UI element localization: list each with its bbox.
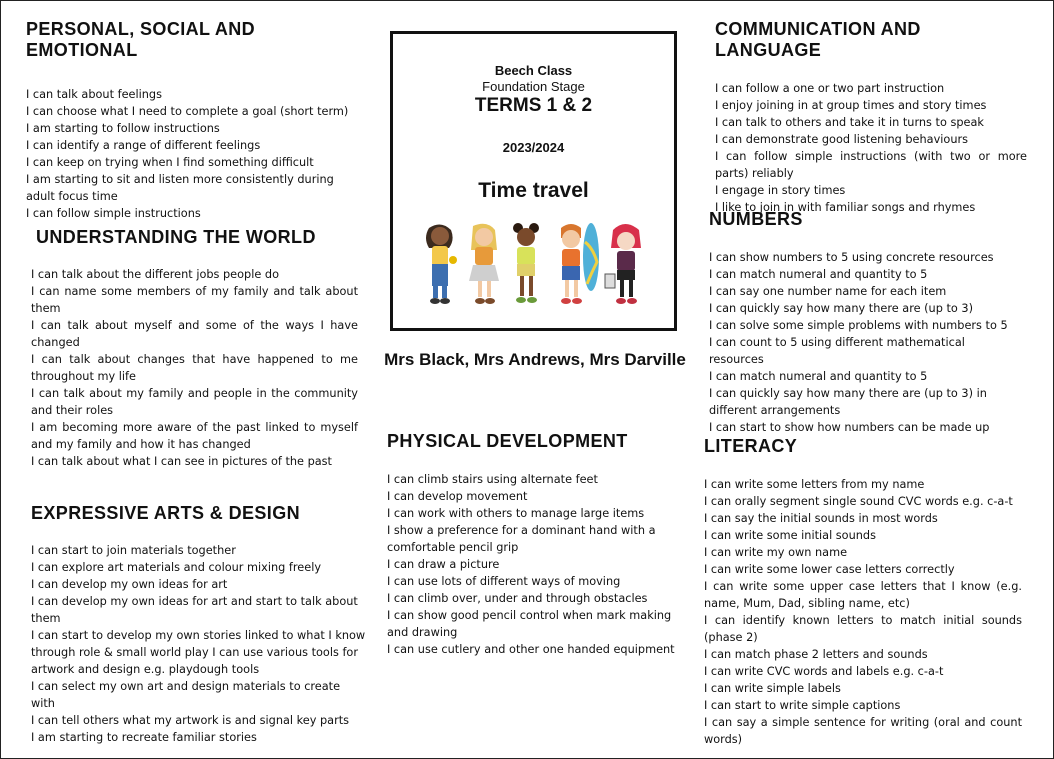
outcome-item: I can write simple labels [704, 682, 841, 695]
outcome-item: I can talk to others and take it in turns to speak [715, 116, 984, 129]
school-year: 2023/2024 [502, 140, 565, 155]
outcome-item: I can write some letters from my name [704, 478, 925, 491]
children-illustration [413, 222, 658, 307]
outcome-item: I can demonstrate good listening behaviours [715, 133, 969, 146]
topic-title: Time travel [478, 179, 589, 202]
outcome-item: I can write some lower case letters correctly [704, 563, 955, 576]
literacy-section [704, 436, 1022, 748]
outcome-item: I can identify known letters to match initial sounds (phase 2) [704, 614, 1022, 644]
outcome-item: I can develop movement [387, 490, 528, 503]
expressive-arts-design-section [31, 503, 367, 746]
outcome-item: I can name some members of my family and talk about them [31, 285, 358, 315]
personal-social-emotional-section [26, 19, 356, 222]
outcome-item: I can explore art materials and colour mixing freely [31, 561, 322, 574]
outcome-item: I can work with others to manage large items [387, 507, 645, 520]
child-figure [513, 223, 539, 303]
outcome-item: I can solve some simple problems with numbers to 5 [709, 319, 1008, 332]
outcome-item: I can quickly say how many there are (up to 3) in different arrangements [709, 387, 987, 417]
outcome-item: I can tell others what my artwork is and signal key parts [31, 714, 350, 727]
outcome-item: I can start to show how numbers can be made up [709, 421, 990, 434]
communication-language-section [715, 19, 1027, 216]
child-figure [605, 224, 641, 304]
section-heading: UNDERSTANDING THE WORLD [36, 227, 316, 247]
outcome-item: I can match phase 2 letters and sounds [704, 648, 928, 661]
outcome-list [709, 249, 1021, 436]
outcome-item: I can follow a one or two part instruction [715, 82, 945, 95]
understanding-the-world-section [31, 227, 358, 470]
outcome-item: I am starting to sit and listen more consistently during adult focus time [26, 173, 334, 203]
child-figure [426, 224, 457, 304]
section-heading: NUMBERS [709, 209, 803, 229]
outcome-item: I can match numeral and quantity to 5 [709, 370, 928, 383]
outcome-item: I can start to develop my own stories linked to what I know through role & small world play I can use various tools for artwork and design e.g. playdough tools [31, 629, 366, 676]
cover-box [390, 31, 677, 331]
outcome-item: I can start to write simple captions [704, 699, 901, 712]
outcome-list [704, 476, 1022, 748]
child-figure [561, 223, 599, 304]
outcome-item: I can say one number name for each item [709, 285, 947, 298]
outcome-item: I can quickly say how many there are (up to 3) [709, 302, 973, 315]
numbers-section [709, 209, 1021, 436]
outcome-list [387, 471, 687, 658]
outcome-item: I can write CVC words and labels e.g. c-a-t [704, 665, 944, 678]
outcome-item: I can write some upper case letters that I know (e.g. name, Mum, Dad, sibling name, etc) [704, 580, 1022, 610]
section-heading: PERSONAL, SOCIAL AND EMOTIONAL [26, 19, 256, 60]
outcome-item: I can use lots of different ways of moving [387, 575, 621, 588]
outcome-item: I can say the initial sounds in most words [704, 512, 938, 525]
outcome-item: I can climb stairs using alternate feet [387, 473, 598, 486]
outcome-item: I can develop my own ideas for art [31, 578, 228, 591]
outcome-item: I can write my own name [704, 546, 848, 559]
physical-development-section [387, 431, 687, 658]
outcome-item: I am becoming more aware of the past linked to myself and my family and how it has changed [31, 421, 358, 451]
section-heading: EXPRESSIVE ARTS & DESIGN [31, 503, 300, 523]
outcome-item: I can select my own art and design materials to create with [31, 680, 341, 710]
outcome-item: I can climb over, under and through obstacles [387, 592, 648, 605]
terms-title: TERMS 1 & 2 [474, 95, 593, 116]
outcome-item: I can talk about changes that have happened to me throughout my life [31, 353, 358, 383]
outcome-item: I can count to 5 using different mathematical resources [709, 336, 965, 366]
outcome-item: I can follow simple instructions (with two or more parts) reliably [715, 150, 1027, 180]
outcome-item: I can develop my own ideas for art and start to talk about them [31, 595, 358, 625]
outcome-item: I can identify a range of different feelings [26, 139, 261, 152]
outcome-item: I can keep on trying when I find something difficult [26, 156, 314, 169]
outcome-item: I can show numbers to 5 using concrete resources [709, 251, 994, 264]
outcome-list [31, 542, 367, 746]
outcome-item: I can talk about my family and people in the community and their roles [31, 387, 358, 417]
outcome-item: I can start to join materials together [31, 544, 236, 557]
child-figure [469, 224, 499, 304]
outcome-item: I am starting to recreate familiar stories [31, 731, 257, 744]
outcome-item: I can orally segment single sound CVC words e.g. c-a-t [704, 495, 1013, 508]
outcome-item: I engage in story times [715, 184, 846, 197]
outcome-item: I enjoy joining in at group times and story times [715, 99, 987, 112]
section-heading: PHYSICAL DEVELOPMENT [387, 431, 628, 451]
outcome-item: I can talk about what I can see in pictures of the past [31, 455, 332, 468]
outcome-item: I can write some initial sounds [704, 529, 876, 542]
outcome-item: I can follow simple instructions [26, 207, 201, 220]
section-heading: LITERACY [704, 436, 798, 456]
outcome-item: I am starting to follow instructions [26, 122, 220, 135]
outcome-list [715, 80, 1027, 216]
outcome-item: I like to join in with familiar songs and rhymes [715, 201, 976, 214]
outcome-item: I can match numeral and quantity to 5 [709, 268, 928, 281]
outcome-item: I can draw a picture [387, 558, 500, 571]
teacher-names: Mrs Black, Mrs Andrews, Mrs Darville [384, 350, 686, 369]
outcome-item: I can choose what I need to complete a goal (short term) [26, 105, 349, 118]
outcome-item: I show a preference for a dominant hand with a comfortable pencil grip [387, 524, 656, 554]
section-heading: COMMUNICATION AND LANGUAGE [715, 19, 921, 60]
outcome-item: I can talk about the different jobs people do [31, 268, 279, 281]
outcome-item: I can show good pencil control when mark making and drawing [387, 609, 672, 639]
outcome-item: I can talk about myself and some of the ways I have changed [31, 319, 358, 349]
stage-label: Foundation Stage [482, 79, 585, 94]
outcome-list [26, 86, 356, 222]
class-name: Beech Class [494, 63, 573, 78]
outcome-item: I can use cutlery and other one handed equipment [387, 643, 675, 656]
outcome-list [31, 266, 358, 470]
outcome-item: I can say a simple sentence for writing (oral and count words) [704, 716, 1022, 746]
outcome-item: I can talk about feelings [26, 88, 162, 101]
